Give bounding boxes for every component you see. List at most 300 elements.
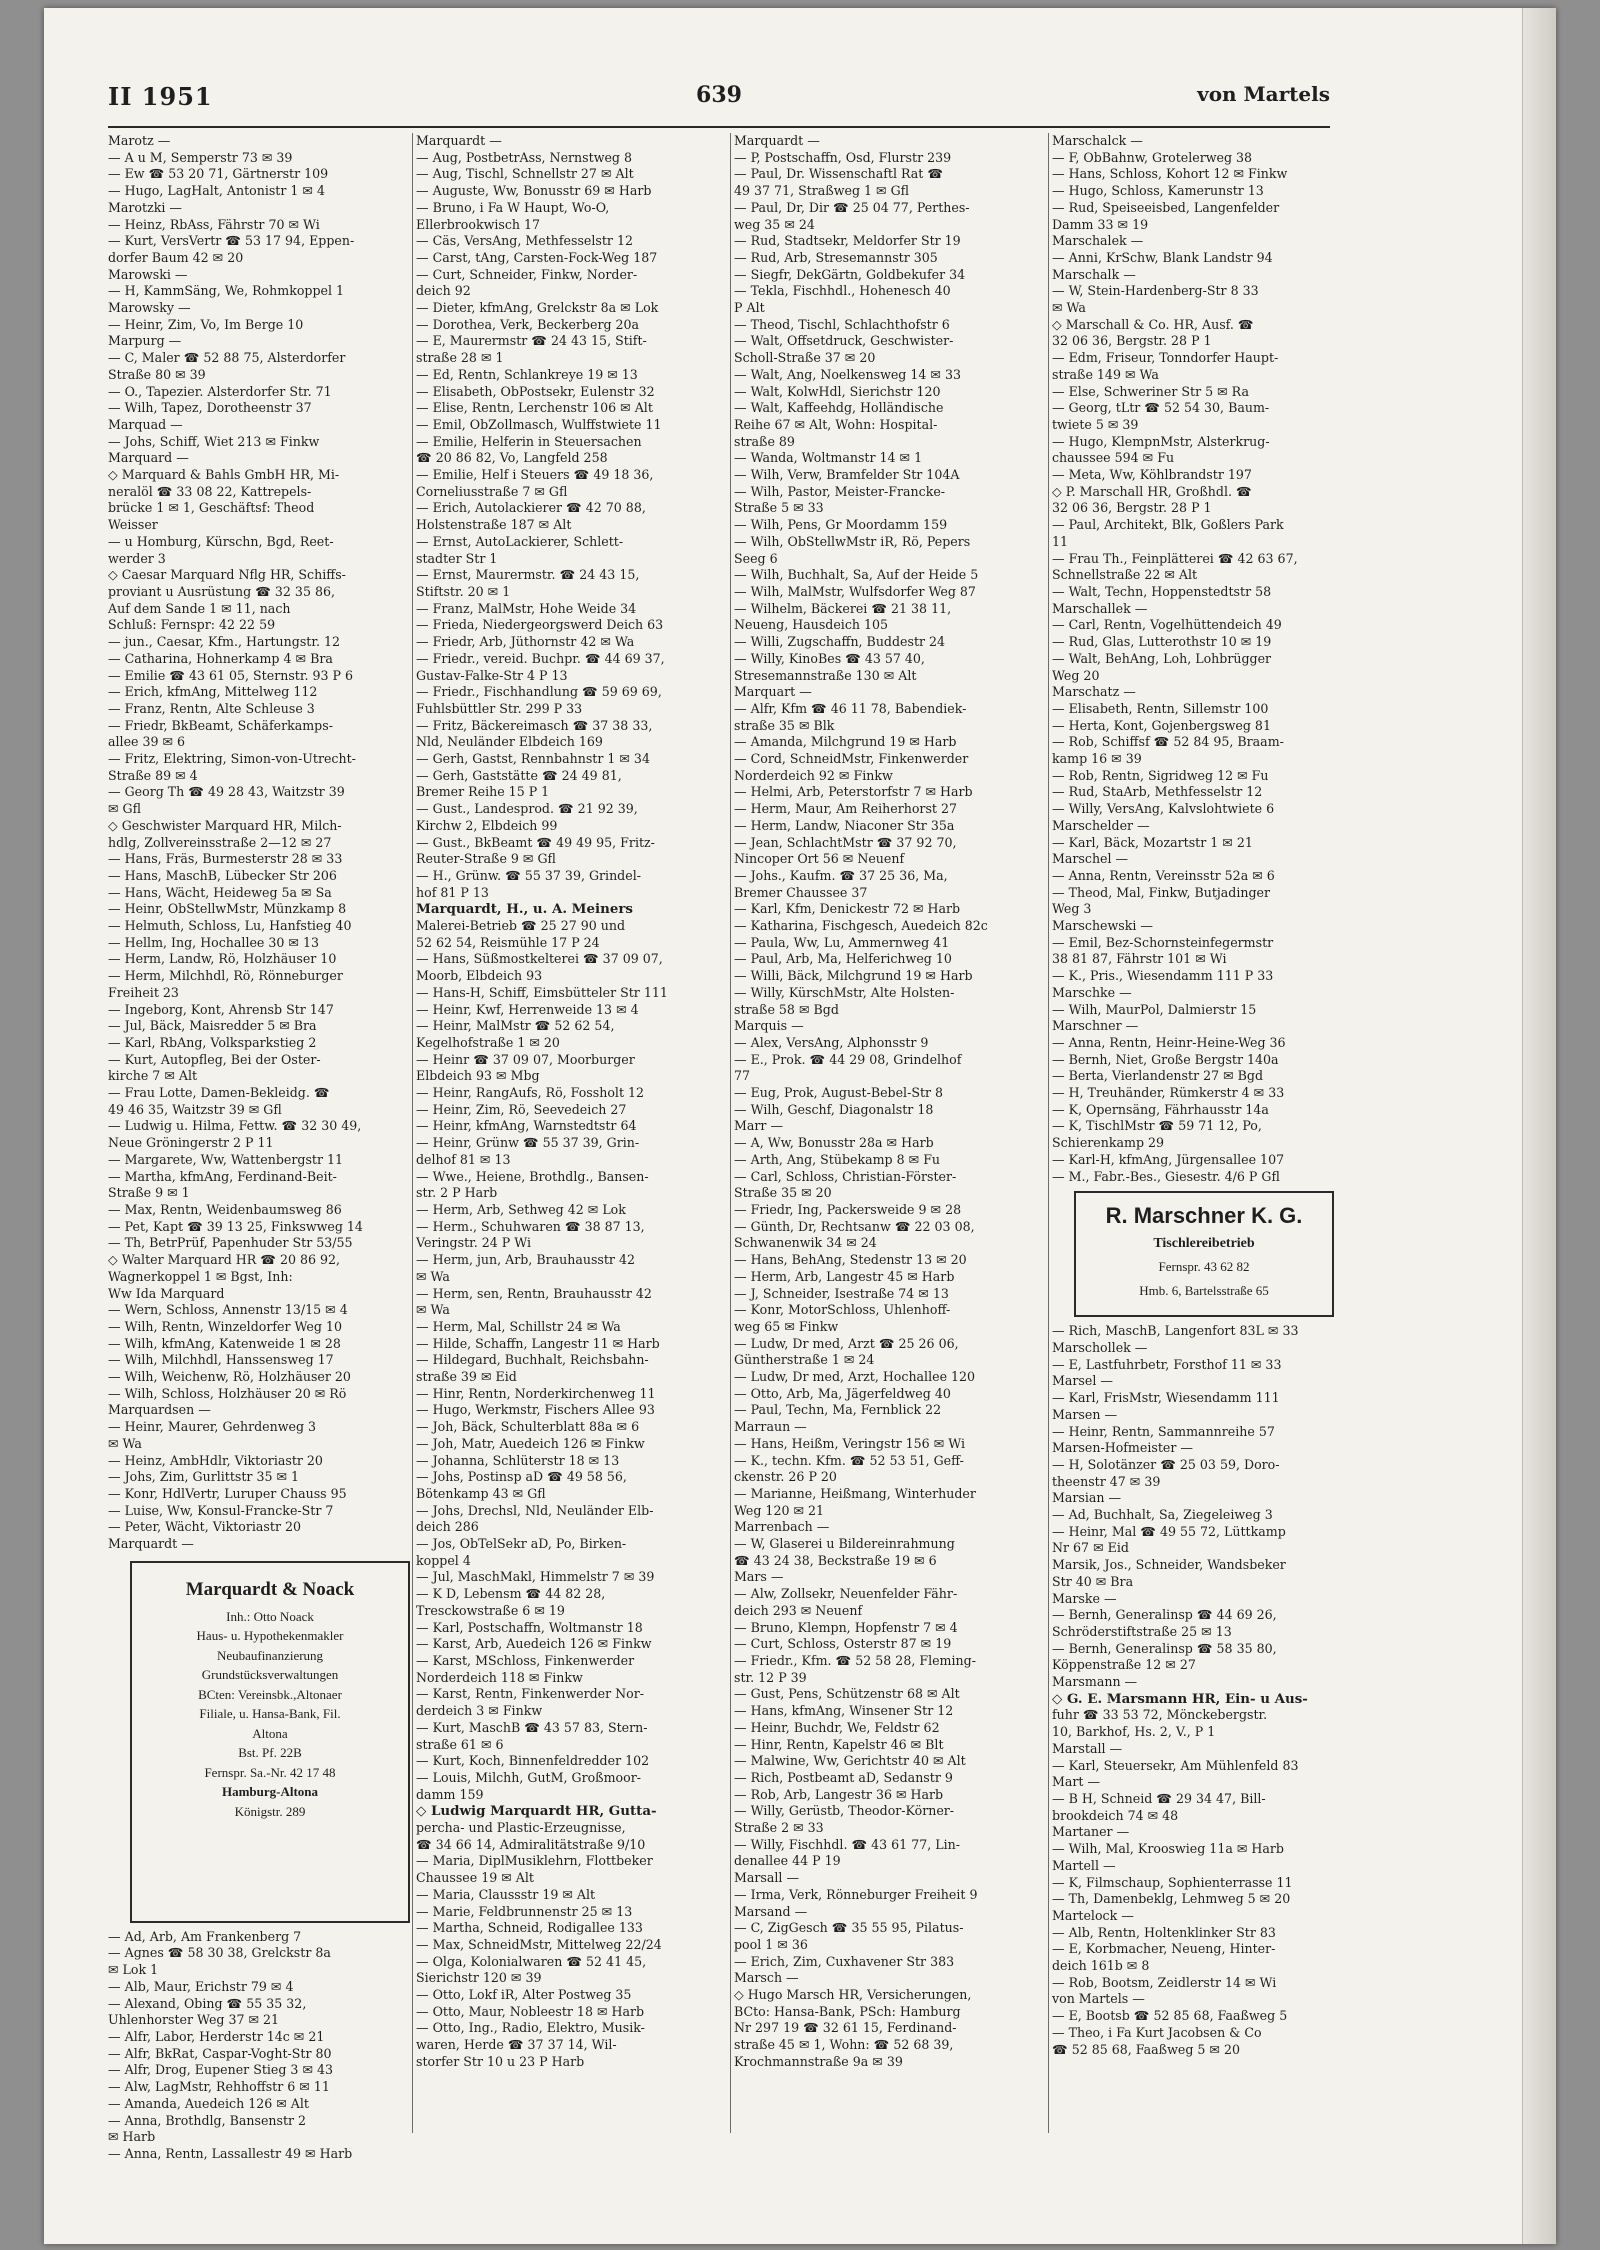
directory-entry-line: 10, Barkhof, Hs. 2, V., P 1 (1052, 1724, 1216, 1740)
directory-entry-line: — E, Bootsb ☎ 52 85 68, Faaßweg 5 (1052, 2008, 1288, 2024)
directory-entry-line: — Johanna, Schlüterstr 18 ✉ 13 (416, 1452, 620, 1468)
directory-entry-line: — Elise, Rentn, Lerchenstr 106 ✉ Alt (416, 400, 653, 416)
directory-entry-line: — Ernst, Maurermstr. ☎ 24 43 15, (416, 567, 640, 583)
directory-entry-line: — Ludw, Dr med, Arzt ☎ 25 26 06, (734, 1335, 959, 1351)
directory-entry-line: Marquart — (734, 684, 812, 700)
directory-entry-line: — Meta, Ww, Köhlbrandstr 197 (1052, 467, 1252, 483)
directory-entry-line: — W, Glaserei u Bildereinrahmung (734, 1536, 955, 1552)
directory-entry-line: Mars — (734, 1569, 784, 1585)
directory-entry-line: ◇ P. Marschall HR, Großhdl. ☎ (1052, 483, 1252, 499)
directory-entry-line: ◇ G. E. Marsmann HR, Ein- u Aus- (1052, 1690, 1308, 1707)
directory-entry-line: Schwanenwik 34 ✉ 24 (734, 1235, 877, 1251)
directory-entry-line: Marquardt — (416, 133, 502, 148)
directory-entry-line: fuhr ☎ 33 53 72, Mönckebergstr. (1052, 1707, 1268, 1723)
directory-entry-line: — Wilh, kfmAng, Katenweide 1 ✉ 28 (108, 1335, 341, 1351)
directory-entry-line: — Johs, Zim, Gurlittstr 35 ✉ 1 (108, 1469, 300, 1485)
directory-entry-line: — Karl, Bäck, Mozartstr 1 ✉ 21 (1052, 834, 1253, 850)
directory-entry-line: — Aug, PostbetrAss, Nernstweg 8 (416, 149, 632, 165)
directory-entry-line: — Walt, BehAng, Loh, Lohbrügger (1052, 650, 1272, 666)
directory-entry-line: — Fritz, Bäckereimasch ☎ 37 38 33, (416, 717, 653, 733)
directory-entry-line: — Johs., Kaufm. ☎ 37 25 36, Ma, (734, 867, 948, 883)
directory-entry-line: hof 81 P 13 (416, 884, 489, 900)
directory-entry-line: Marschallek — (1052, 600, 1148, 616)
directory-entry-line: — Wilh, Buchhalt, Sa, Auf der Heide 5 (734, 567, 979, 583)
directory-entry-line: — Wilhelm, Bäckerei ☎ 21 38 11, (734, 600, 952, 616)
directory-entry-line: Schluß: Fernspr: 42 22 59 (108, 617, 276, 633)
directory-entry-line: straße 58 ✉ Bgd (734, 1001, 839, 1017)
directory-entry-line: Weg 3 (1052, 901, 1092, 917)
entry-list (416, 133, 718, 2071)
ad-line: Hmb. 6, Bartelsstraße 65 (1139, 1283, 1269, 1299)
directory-entry-line: straße 39 ✉ Eid (416, 1369, 517, 1385)
directory-entry-line: ✉ Harb (108, 2129, 156, 2145)
directory-entry-line: — A, Ww, Bonusstr 28a ✉ Harb (734, 1135, 934, 1151)
directory-entry-line: — Dorothea, Verk, Beckerberg 20a (416, 316, 640, 332)
directory-entry-line: — Herm, Arb, Sethweg 42 ✉ Lok (416, 1202, 626, 1217)
directory-entry-line: — Johs, Postinsp aD ☎ 49 58 56, (416, 1469, 627, 1485)
directory-entry-line: 52 62 54, Reismühle 17 P 24 (416, 934, 600, 950)
directory-entry-line: — Ernst, AutoLackierer, Schlett- (416, 533, 624, 549)
directory-entry-line: — Heinr, Rentn, Sammannreihe 57 (1052, 1423, 1275, 1439)
directory-entry-line: — Ad, Arb, Am Frankenberg 7 (108, 1928, 302, 1944)
directory-entry-line: ☎ 43 24 38, Beckstraße 19 ✉ 6 (734, 1552, 937, 1568)
directory-entry-line: — Franz, MalMstr, Hohe Weide 34 (416, 600, 637, 616)
directory-entry-line: Marotzki — (108, 199, 182, 215)
directory-entry-line: — Eug, Prok, August-Bebel-Str 8 (734, 1085, 944, 1101)
directory-entry-line: — Heinr, Maurer, Gehrdenweg 3 (108, 1419, 317, 1435)
directory-entry-line: — Willi, Bäck, Milchgrund 19 ✉ Harb (734, 968, 973, 984)
directory-entry-line: — K, Filmschaup, Sophienterrasse 11 (1052, 1874, 1293, 1890)
directory-entry-line: — Hildegard, Buchhalt, Reichsbahn- (416, 1352, 649, 1368)
directory-entry-line: — Ad, Buchhalt, Sa, Ziegeleiweg 3 (1052, 1507, 1273, 1523)
directory-entry-line: — Karst, MSchloss, Finkenwerder (416, 1652, 635, 1668)
directory-entry-line: — Wilh, MaurPol, Dalmierstr 15 (1052, 1001, 1257, 1017)
directory-entry-line: — Max, Rentn, Weidenbaumsweg 86 (108, 1202, 342, 1217)
directory-entry-line: Nincoper Ort 56 ✉ Neuenf (734, 851, 905, 867)
directory-entry-line: — Alw, LagMstr, Rehhoffstr 6 ✉ 11 (108, 2079, 330, 2095)
directory-entry-line: — Hans, Süßmostkelterei ☎ 37 09 07, (416, 951, 663, 967)
directory-entry-line: — Joh, Matr, Auedeich 126 ✉ Finkw (416, 1435, 645, 1451)
directory-entry-line: Marrenbach — (734, 1519, 830, 1535)
directory-entry-line: Auf dem Sande 1 ✉ 11, nach (108, 600, 291, 616)
directory-entry-line: Norderdeich 118 ✉ Finkw (416, 1669, 583, 1685)
directory-entry-line: ✉ Wa (416, 1302, 450, 1318)
directory-entry-line: — Cäs, VersAng, Methfesselstr 12 (416, 233, 633, 249)
directory-entry-line: — Willy, Gerüstb, Theodor-Körner- (734, 1803, 955, 1819)
directory-entry-line: — Rud, Stadtsekr, Meldorfer Str 19 (734, 233, 961, 249)
directory-entry-line: — Wern, Schloss, Annenstr 13/15 ✉ 4 (108, 1302, 348, 1318)
directory-entry-line: — Otto, Lokf iR, Alter Postweg 35 (416, 1987, 632, 2003)
directory-entry-line: — Alexand, Obing ☎ 55 35 32, (108, 1995, 307, 2011)
directory-entry-line: Marquad — (108, 416, 183, 432)
directory-entry-line: stadter Str 1 (416, 550, 498, 566)
directory-entry-line: chaussee 594 ✉ Fu (1052, 450, 1175, 466)
directory-entry-line: — Wilh, MalMstr, Wulfsdorfer Weg 87 (734, 583, 976, 599)
directory-entry-line: — Willy, Fischhdl. ☎ 43 61 77, Lin- (734, 1836, 960, 1852)
directory-entry-line: — Siegfr, DekGärtn, Goldbekufer 34 (734, 266, 966, 282)
directory-entry-line: — K D, Lebensm ☎ 44 82 28, (416, 1586, 606, 1602)
directory-entry-line: — Karl, FrisMstr, Wiesendamm 111 (1052, 1390, 1280, 1406)
directory-entry-line: Ww Ida Marquard (108, 1285, 225, 1301)
directory-entry-line: — u Homburg, Kürschn, Bgd, Reet- (108, 533, 334, 549)
directory-entry-line: — Auguste, Ww, Bonusstr 69 ✉ Harb (416, 183, 652, 199)
directory-entry-line: — Margarete, Ww, Wattenbergstr 11 (108, 1151, 344, 1167)
directory-entry-line: Marschollek — (1052, 1340, 1148, 1355)
directory-entry-line: — Willi, Zugschaffn, Buddestr 24 (734, 634, 946, 650)
directory-entry-line: — K, TischlMstr ☎ 59 71 12, Po, (1052, 1118, 1262, 1134)
directory-entry-line: deich 286 (416, 1519, 479, 1535)
directory-entry-line: ✉ Wa (416, 1268, 450, 1284)
directory-entry-line: — Carl, Rentn, Vogelhüttendeich 49 (1052, 617, 1282, 633)
directory-entry-line: — Alfr, BkRat, Caspar-Voght-Str 80 (108, 2045, 332, 2061)
directory-entry-line: — Hugo, Werkmstr, Fischers Allee 93 (416, 1402, 655, 1418)
directory-entry-line: Marsen — (1052, 1406, 1118, 1422)
advertisement-marquardt-noack (130, 1561, 410, 1923)
entry-list (1052, 133, 1334, 1185)
directory-entry-line: — Heinr, Buchdr, We, Feldstr 62 (734, 1719, 940, 1735)
directory-entry-line: — Konr, HdlVertr, Luruper Chauss 95 (108, 1485, 347, 1501)
directory-entry-line: Marsand — (734, 1903, 808, 1919)
directory-entry-line: Marraun — (734, 1419, 807, 1435)
directory-entry-line: — Catharina, Hohnerkamp 4 ✉ Bra (108, 650, 333, 666)
directory-entry-line: Nr 297 19 ☎ 32 61 15, Ferdinand- (734, 2020, 957, 2036)
directory-entry-line: — Aug, Tischl, Schnellstr 27 ✉ Alt (416, 166, 634, 182)
directory-entry-line: — E, Korbmacher, Neueng, Hinter- (1052, 1941, 1276, 1957)
directory-entry-line: — Friedr, BkBeamt, Schäferkamps- (108, 717, 333, 733)
directory-entry-line: — Theod, Tischl, Schlachthofstr 6 (734, 316, 950, 332)
directory-entry-line: — Frau Th., Feinplätterei ☎ 42 63 67, (1052, 550, 1298, 566)
directory-entry-line: dorfer Baum 42 ✉ 20 (108, 249, 244, 265)
directory-entry-line: — Agnes ☎ 58 30 38, Grelckstr 8a (108, 1945, 331, 1961)
directory-entry-line: — Gerh, Gastst, Rennbahnstr 1 ✉ 34 (416, 751, 650, 767)
directory-entry-line: Reuter-Straße 9 ✉ Gfl (416, 851, 556, 867)
ad-line: Fernspr. 43 62 82 (1158, 1259, 1250, 1275)
directory-entry-line: ☎ 34 66 14, Admiralitätstraße 9/10 (416, 1836, 646, 1852)
directory-entry-line: — Helmuth, Schloss, Lu, Hanfstieg 40 (108, 918, 352, 934)
directory-entry-line: — Heinz, AmbHdlr, Viktoriastr 20 (108, 1452, 323, 1468)
directory-entry-line: Marsen-Hofmeister — (1052, 1440, 1193, 1456)
ad-line: Filiale, u. Hansa-Bank, Fil. (199, 1706, 341, 1722)
directory-entry-line: — Wilh, ObStellwMstr iR, Rö, Pepers (734, 533, 971, 549)
directory-entry-line: — Rob, Arb, Langestr 36 ✉ Harb (734, 1786, 944, 1802)
header-running-name: von Martels (1197, 82, 1330, 106)
directory-entry-line: — Jean, SchlachtMstr ☎ 37 92 70, (734, 834, 957, 850)
directory-entry-line: — Marie, Feldbrunnenstr 25 ✉ 13 (416, 1903, 633, 1919)
directory-entry-line: Marschewski — (1052, 918, 1154, 934)
directory-entry-line: — Luise, Ww, Konsul-Francke-Str 7 (108, 1502, 334, 1518)
directory-entry-line: — Bernh, Niet, Große Bergstr 140a (1052, 1051, 1279, 1067)
directory-entry-line: — Wilh, Tapez, Dorotheenstr 37 (108, 400, 312, 416)
directory-entry-line: ✉ Wa (108, 1435, 142, 1451)
directory-entry-line: — Wilh, Schloss, Holzhäuser 20 ✉ Rö (108, 1385, 347, 1401)
directory-entry-line: — Friedr., vereid. Buchpr. ☎ 44 69 37, (416, 650, 665, 666)
directory-entry-line: Bremer Reihe 15 P 1 (416, 784, 550, 800)
entry-list (1052, 1323, 1334, 2058)
directory-entry-line: — Willy, KinoBes ☎ 43 57 40, (734, 650, 925, 666)
directory-entry-line: Martell — (1052, 1857, 1116, 1873)
column-divider (1048, 133, 1049, 2133)
directory-entry-line: — Georg, tLtr ☎ 52 54 30, Baum- (1052, 400, 1270, 416)
directory-entry-line: — Walt, Techn, Hoppenstedtstr 58 (1052, 583, 1272, 599)
directory-entry-line: — Katharina, Fischgesch, Auedeich 82c (734, 918, 988, 934)
directory-entry-line: — Hilde, Schaffn, Langestr 11 ✉ Harb (416, 1335, 660, 1351)
directory-entry-line: Marr — (734, 1118, 784, 1134)
directory-entry-line: Norderdeich 92 ✉ Finkw (734, 767, 893, 783)
directory-entry-line: — Maria, DiplMusiklehrn, Flottbeker (416, 1853, 653, 1869)
directory-entry-line: Reihe 67 ✉ Alt, Wohn: Hospital- (734, 416, 938, 432)
directory-entry-line: — Jul, Bäck, Maisredder 5 ✉ Bra (108, 1018, 317, 1034)
directory-entry-line: — Ed, Rentn, Schlankreye 19 ✉ 13 (416, 366, 638, 382)
ad-line: Altona (252, 1725, 288, 1741)
directory-entry-line: waren, Herde ☎ 37 37 14, Wil- (416, 2037, 617, 2053)
directory-entry-line: 77 (734, 1068, 751, 1084)
entry-list (108, 1929, 410, 2163)
directory-entry-line: — Alb, Maur, Erichstr 79 ✉ 4 (108, 1978, 294, 1994)
directory-entry-line: ◇ Geschwister Marquard HR, Milch- (108, 817, 342, 833)
directory-entry-line: Krochmannstraße 9a ✉ 39 (734, 2053, 903, 2069)
directory-entry-line: Weg 120 ✉ 21 (734, 1502, 825, 1518)
directory-entry-line: ◇ Marschall & Co. HR, Ausf. ☎ (1052, 316, 1254, 332)
directory-entry-line: — Herta, Kont, Gojenbergsweg 81 (1052, 717, 1271, 733)
directory-entry-line: Tresckowstraße 6 ✉ 19 (416, 1602, 565, 1618)
directory-entry-line: — Johs, Drechsl, Nld, Neuländer Elb- (416, 1502, 654, 1518)
directory-entry-line: deich 92 (416, 283, 471, 299)
directory-entry-line: — C, ZigGesch ☎ 35 55 95, Pilatus- (734, 1920, 964, 1936)
directory-entry-line: — Herm, Milchhdl, Rö, Rönneburger (108, 968, 343, 984)
directory-entry-line: — Gust, Pens, Schützenstr 68 ✉ Alt (734, 1686, 960, 1702)
directory-entry-line: Marpurg — (108, 333, 182, 349)
directory-entry-line: — Dieter, kfmAng, Grelckstr 8a ✉ Lok (416, 300, 659, 316)
directory-entry-line: — Heinr, Grünw ☎ 55 37 39, Grin- (416, 1135, 640, 1151)
directory-entry-line: — Malwine, Ww, Gerichtstr 40 ✉ Alt (734, 1753, 966, 1769)
directory-entry-line: weg 65 ✉ Finkw (734, 1318, 839, 1334)
directory-entry-line: — Kurt, VersVertr ☎ 53 17 94, Eppen- (108, 233, 355, 249)
directory-entry-line: Kirchw 2, Elbdeich 99 (416, 817, 558, 833)
directory-entry-line: — Curt, Schneider, Finkw, Norder- (416, 266, 638, 282)
directory-entry-line: str. 12 P 39 (734, 1669, 807, 1685)
ad-line: Fernspr. Sa.-Nr. 42 17 48 (204, 1764, 336, 1780)
directory-entry-line: — Pet, Kapt ☎ 39 13 25, Finkswweg 14 (108, 1218, 363, 1234)
directory-entry-line: — Wilh, Weichenw, Rö, Holzhäuser 20 (108, 1369, 351, 1385)
directory-entry-line: Freiheit 23 (108, 984, 179, 1000)
directory-entry-line: — Anna, Brothdlg, Bansenstr 2 (108, 2112, 307, 2128)
directory-entry-line: — Hans, kfmAng, Winsener Str 12 (734, 1703, 954, 1719)
directory-entry-line: — Tekla, Fischhdl., Hohenesch 40 (734, 283, 951, 299)
directory-entry-line: allee 39 ✉ 6 (108, 734, 186, 750)
directory-entry-line: — Friedr., Fischhandlung ☎ 59 69 69, (416, 684, 662, 700)
directory-entry-line: — Rob, Rentn, Sigridweg 12 ✉ Fu (1052, 767, 1269, 783)
directory-entry-line: — H, Treuhänder, Rümkerstr 4 ✉ 33 (1052, 1085, 1285, 1101)
directory-entry-line: Marquardt — (108, 1536, 194, 1552)
directory-entry-line: — Alb, Rentn, Holtenklinker Str 83 (1052, 1924, 1276, 1940)
directory-entry-line: straße 45 ✉ 1, Wohn: ☎ 52 68 39, (734, 2037, 954, 2053)
directory-entry-line: — Helmi, Arb, Peterstorfstr 7 ✉ Harb (734, 784, 973, 800)
directory-entry-line: — Elisabeth, Rentn, Sillemstr 100 (1052, 700, 1269, 716)
directory-column-3 (734, 133, 1036, 2133)
directory-entry-line: Marstall — (1052, 1740, 1123, 1756)
directory-entry-line: — Heinr, Zim, Rö, Seevedeich 27 (416, 1101, 627, 1117)
directory-entry-line: Straße 2 ✉ 33 (734, 1820, 824, 1836)
directory-entry-line: — jun., Caesar, Kfm., Hartungstr. 12 (108, 634, 341, 650)
directory-entry-line: — Ingeborg, Kont, Ahrensb Str 147 (108, 1001, 334, 1017)
directory-entry-line: ☎ 20 86 82, Vo, Langfeld 258 (416, 450, 608, 466)
directory-entry-line: — Paul, Arb, Ma, Helferichweg 10 (734, 951, 952, 967)
directory-entry-line: — C, Maler ☎ 52 88 75, Alsterdorfer (108, 350, 346, 366)
directory-entry-line: — Erich, kfmAng, Mittelweg 112 (108, 684, 318, 700)
directory-entry-line: theenstr 47 ✉ 39 (1052, 1473, 1161, 1489)
directory-entry-line: — Karl, Steuersekr, Am Mühlenfeld 83 (1052, 1757, 1299, 1773)
directory-page (44, 8, 1556, 2244)
column-divider (730, 133, 731, 2133)
directory-entry-line: — Wilh, Milchhdl, Hanssensweg 17 (108, 1352, 334, 1368)
directory-entry-line: — Otto, Arb, Ma, Jägerfeldweg 40 (734, 1385, 951, 1401)
directory-entry-line: — Rich, Postbeamt aD, Sedanstr 9 (734, 1769, 953, 1785)
directory-entry-line: — Cord, SchneidMstr, Finkenwerder (734, 751, 969, 767)
directory-entry-line: — Rud, Speiseeisbed, Langenfelder (1052, 199, 1280, 215)
directory-entry-line: — Emil, Bez-Schornsteinfegermstr (1052, 934, 1274, 950)
directory-entry-line: — Herm, sen, Rentn, Brauhausstr 42 (416, 1285, 652, 1301)
directory-entry-line: — Karl, RbAng, Volksparkstieg 2 (108, 1034, 317, 1050)
directory-entry-line: — Heinr, ObStellwMstr, Münzkamp 8 (108, 901, 347, 917)
directory-entry-line: werder 3 (108, 550, 166, 566)
directory-entry-line: Uhlenhorster Weg 37 ✉ 21 (108, 2012, 280, 2028)
directory-entry-line: — Paul, Architekt, Blk, Goßlers Park (1052, 517, 1284, 533)
directory-entry-line: — Walt, Offsetdruck, Geschwister- (734, 333, 954, 349)
directory-entry-line: Marsik, Jos., Schneider, Wandsbeker (1052, 1557, 1286, 1573)
directory-entry-line: — Olga, Kolonialwaren ☎ 52 41 45, (416, 1953, 647, 1969)
directory-entry-line: — Herm, Maur, Am Reiherhorst 27 (734, 801, 958, 817)
directory-entry-line: — Walt, Ang, Noelkensweg 14 ✉ 33 (734, 366, 961, 382)
directory-entry-line: Martelock — (1052, 1907, 1134, 1923)
directory-entry-line: — Friedr, Ing, Packersweide 9 ✉ 28 (734, 1202, 962, 1217)
directory-entry-line: — Anna, Rentn, Heinr-Heine-Weg 36 (1052, 1034, 1286, 1050)
directory-entry-line: — Heinr, kfmAng, Warnstedtstr 64 (416, 1118, 637, 1134)
directory-entry-line: — Willy, VersAng, Kalvslohtwiete 6 (1052, 801, 1275, 817)
directory-entry-line: Moorb, Elbdeich 93 (416, 968, 543, 984)
directory-entry-line: Straße 35 ✉ 20 (734, 1185, 832, 1201)
ad-line: Haus- u. Hypothekenmakler (196, 1628, 344, 1644)
directory-entry-line: twiete 5 ✉ 39 (1052, 416, 1139, 432)
directory-entry-line: — Louis, Milchh, GutM, Großmoor- (416, 1769, 641, 1785)
directory-entry-line: Ellerbrookwisch 17 (416, 216, 541, 232)
directory-entry-line: — Emilie, Helferin in Steuersachen (416, 433, 642, 449)
directory-entry-line: — Emil, ObZollmasch, Wulffstwiete 11 (416, 416, 662, 432)
directory-entry-line: — Alfr, Labor, Herderstr 14c ✉ 21 (108, 2028, 325, 2044)
directory-entry-line: Veringstr. 24 P Wi (416, 1235, 532, 1251)
directory-entry-line: — Hugo, KlempnMstr, Alsterkrug- (1052, 433, 1270, 449)
directory-entry-line: — Irma, Verk, Rönneburger Freiheit 9 (734, 1886, 978, 1902)
directory-entry-line: denallee 44 P 19 (734, 1853, 841, 1869)
directory-entry-line: Holstenstraße 187 ✉ Alt (416, 517, 572, 533)
directory-entry-line: ◇ Caesar Marquard Nflg HR, Schiffs- (108, 567, 346, 583)
directory-entry-line: Marquis — (734, 1018, 804, 1034)
directory-entry-line: — Hellm, Ing, Hochallee 30 ✉ 13 (108, 934, 320, 950)
directory-entry-line: — Karl-H, kfmAng, Jürgensallee 107 (1052, 1151, 1285, 1167)
directory-entry-line: Bötenkamp 43 ✉ Gfl (416, 1485, 546, 1501)
directory-entry-line: — Wilh, Geschf, Diagonalstr 18 (734, 1101, 934, 1117)
ad-lines (138, 1607, 402, 1783)
directory-entry-line: — Th, Damenbeklg, Lehmweg 5 ✉ 20 (1052, 1891, 1291, 1907)
directory-entry-line: hdlg, Zollvereinsstraße 2—12 ✉ 27 (108, 834, 332, 850)
directory-entry-line: weg 35 ✉ 24 (734, 216, 815, 232)
directory-entry-line: deich 293 ✉ Neuenf (734, 1602, 863, 1618)
directory-entry-line: Nr 67 ✉ Eid (1052, 1540, 1129, 1556)
directory-entry-line: Malerei-Betrieb ☎ 25 27 90 und (416, 918, 626, 934)
directory-entry-line: — Gust., BkBeamt ☎ 49 49 95, Fritz- (416, 834, 655, 850)
directory-entry-line: Straße 9 ✉ 1 (108, 1185, 190, 1201)
directory-entry-line: 32 06 36, Bergstr. 28 P 1 (1052, 500, 1212, 516)
directory-entry-line: Str 40 ✉ Bra (1052, 1573, 1134, 1589)
directory-entry-line: percha- und Plastic-Erzeugnisse, (416, 1820, 626, 1836)
directory-entry-line: Marschalek — (1052, 233, 1144, 249)
directory-entry-line: — Wilh, Pastor, Meister-Francke- (734, 483, 946, 499)
directory-entry-line: — E., Prok. ☎ 44 29 08, Grindelhof (734, 1051, 962, 1067)
directory-entry-line: Marschke — (1052, 984, 1132, 1000)
directory-entry-line: — Wilh, Rentn, Winzeldorfer Weg 10 (108, 1318, 342, 1334)
directory-entry-line: — Walt, KolwHdl, Sierichstr 120 (734, 383, 941, 399)
directory-entry-line: Marowsky — (108, 300, 191, 316)
directory-entry-line: — Fritz, Elektring, Simon-von-Utrecht- (108, 751, 356, 767)
directory-entry-line: — Otto, Ing., Radio, Elektro, Musik- (416, 2020, 645, 2036)
directory-entry-line: — Heinz, RbAss, Fährstr 70 ✉ Wi (108, 216, 320, 232)
directory-entry-line: kamp 16 ✉ 39 (1052, 751, 1142, 767)
directory-entry-line: 38 81 87, Fährstr 101 ✉ Wi (1052, 951, 1227, 967)
directory-entry-line: — Karst, Arb, Auedeich 126 ✉ Finkw (416, 1636, 652, 1652)
directory-entry-line: straße 28 ✉ 1 (416, 350, 504, 366)
directory-entry-line: — Curt, Schloss, Osterstr 87 ✉ 19 (734, 1636, 952, 1652)
directory-entry-line: brücke 1 ✉ 1, Geschäftsf: Theod (108, 500, 315, 516)
directory-entry-line: Stresemannstraße 130 ✉ Alt (734, 667, 917, 683)
directory-entry-line: Bremer Chaussee 37 (734, 884, 868, 900)
column-divider (412, 133, 413, 2133)
directory-entry-line: — Friedr., Kfm. ☎ 52 58 28, Fleming- (734, 1652, 976, 1668)
directory-entry-line: — Jos, ObTelSekr aD, Po, Birken- (416, 1536, 627, 1552)
directory-entry-line: — Amanda, Milchgrund 19 ✉ Harb (734, 734, 957, 750)
directory-entry-line: — Berta, Vierlandenstr 27 ✉ Bgd (1052, 1068, 1264, 1084)
ad-line: Grundstücksverwaltungen (201, 1667, 339, 1683)
directory-entry-line: — Wwe., Heiene, Brothdlg., Bansen- (416, 1168, 649, 1184)
directory-entry-line: ✉ Wa (1052, 300, 1086, 316)
directory-entry-line: — M., Fabr.-Bes., Giesestr. 4/6 P Gfl (1052, 1168, 1280, 1184)
directory-entry-line: Güntherstraße 1 ✉ 24 (734, 1352, 875, 1368)
directory-entry-line: Marschner — (1052, 1018, 1139, 1034)
directory-entry-line: — Paul, Techn, Ma, Fernblick 22 (734, 1402, 942, 1418)
directory-entry-line: — Hans, MaschB, Lübecker Str 206 (108, 867, 337, 883)
directory-entry-line: ckenstr. 26 P 20 (734, 1469, 837, 1485)
directory-entry-line: delhof 81 ✉ 13 (416, 1151, 511, 1167)
directory-entry-line: Elbdeich 93 ✉ Mbg (416, 1068, 540, 1084)
directory-entry-line: Marsch — (734, 1970, 799, 1986)
directory-entry-line: — Bruno, Klempn, Hopfenstr 7 ✉ 4 (734, 1619, 958, 1635)
directory-entry-line: — B H, Schneid ☎ 29 34 47, Bill- (1052, 1790, 1266, 1806)
directory-entry-line: Marquardt — (734, 133, 820, 148)
directory-entry-line: damm 159 (416, 1786, 484, 1802)
directory-entry-line: — Willy, KürschMstr, Alte Holsten- (734, 984, 955, 1000)
directory-entry-line: — Joh, Bäck, Schulterblatt 88a ✉ 6 (416, 1419, 640, 1435)
directory-entry-line: ◇ Marquard & Bahls GmbH HR, Mi- (108, 467, 340, 483)
ad-line: Bst. Pf. 22B (238, 1745, 302, 1761)
ad-line: BCten: Vereinsbk.,Altonaer (198, 1686, 342, 1702)
directory-entry-line: — Anna, Rentn, Lassallestr 49 ✉ Harb (108, 2145, 353, 2161)
directory-entry-line: ✉ Lok 1 (108, 1962, 159, 1978)
directory-entry-line: — O., Tapezier. Alsterdorfer Str. 71 (108, 383, 332, 399)
directory-entry-line: Nld, Neuländer Elbdeich 169 (416, 734, 603, 750)
directory-entry-line: — Else, Schweriner Str 5 ✉ Ra (1052, 383, 1249, 399)
directory-entry-line: kirche 7 ✉ Alt (108, 1068, 198, 1084)
directory-entry-line: Straße 89 ✉ 4 (108, 767, 198, 783)
directory-entry-line: — Karst, Rentn, Finkenwerder Nor- (416, 1686, 645, 1702)
ad-lines (1082, 1255, 1326, 1303)
